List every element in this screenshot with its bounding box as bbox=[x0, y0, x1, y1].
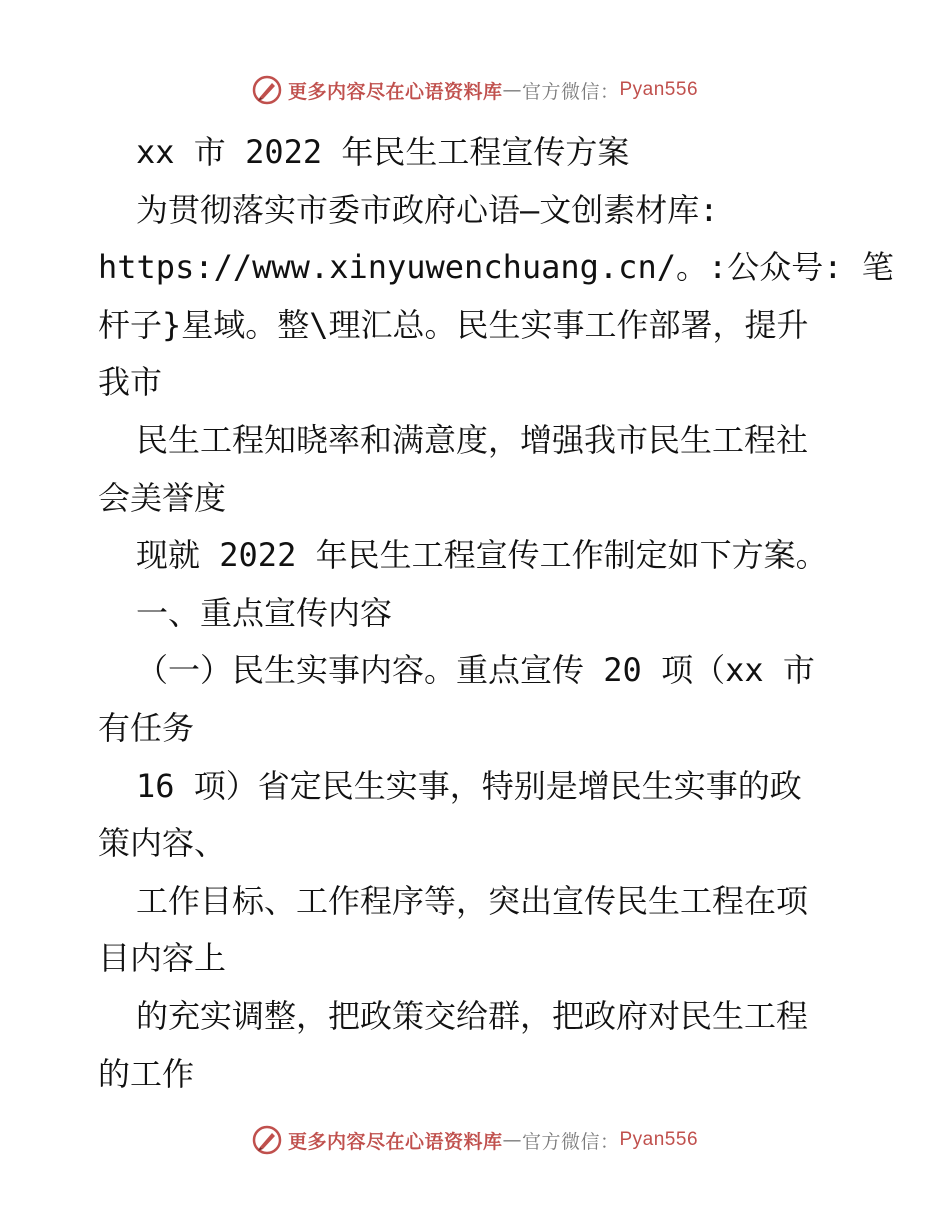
banner-wechat-label: 官方微信： bbox=[521, 1130, 620, 1153]
paragraph-line: 16 项）省定民生实事，特别是增民生实事的政 bbox=[136, 766, 802, 805]
paragraph-line: 杆子}星域。整\理汇总。民生实事工作部署，提升 bbox=[98, 305, 809, 344]
paragraph-line: 策内容、 bbox=[98, 824, 227, 863]
paragraph-line: （一）民生实事内容。重点宣传 20 项（xx 市 bbox=[136, 651, 815, 690]
footer-watermark-banner bbox=[0, 1120, 950, 1160]
paragraph-line: 我市 bbox=[98, 363, 163, 402]
banner-wechat-id: Pyan556 bbox=[619, 79, 699, 100]
paragraph-line: https://www.xinyuwenchuang.cn/。:公众号: 笔 bbox=[98, 248, 894, 287]
paragraph-line: 目内容上 bbox=[98, 939, 227, 978]
banner-separator: — bbox=[502, 1129, 522, 1151]
banner-title: 更多内容尽在心语资料库 bbox=[287, 1130, 503, 1153]
header-watermark-banner bbox=[0, 70, 950, 110]
banner-wechat-label: 官方微信： bbox=[521, 80, 620, 103]
banner-separator: — bbox=[502, 79, 522, 101]
document-body bbox=[98, 124, 894, 1103]
banner-title: 更多内容尽在心语资料库 bbox=[287, 80, 503, 103]
banner-wechat-id: Pyan556 bbox=[619, 1129, 699, 1150]
paragraph-line: 为贯彻落实市委市政府心语—文创素材库: bbox=[136, 190, 719, 229]
pen-logo-icon bbox=[252, 1125, 282, 1155]
paragraph-line: 会美誉度 bbox=[98, 478, 227, 517]
paragraph-line: 民生工程知晓率和满意度，增强我市民生工程社 bbox=[136, 420, 809, 459]
document-title: xx 市 2022 年民生工程宣传方案 bbox=[136, 133, 630, 171]
paragraph-line: 的工作 bbox=[98, 1054, 195, 1093]
pen-logo-icon bbox=[252, 75, 282, 105]
paragraph-line: 工作目标、工作程序等，突出宣传民生工程在项 bbox=[136, 881, 809, 920]
paragraph-line: 现就 2022 年民生工程宣传工作制定如下方案。 bbox=[136, 536, 828, 575]
paragraph-line: 有任务 bbox=[98, 708, 195, 747]
section-heading: 一、重点宣传内容 bbox=[136, 593, 393, 632]
paragraph-line: 的充实调整，把政策交给群，把政府对民生工程 bbox=[136, 996, 809, 1035]
